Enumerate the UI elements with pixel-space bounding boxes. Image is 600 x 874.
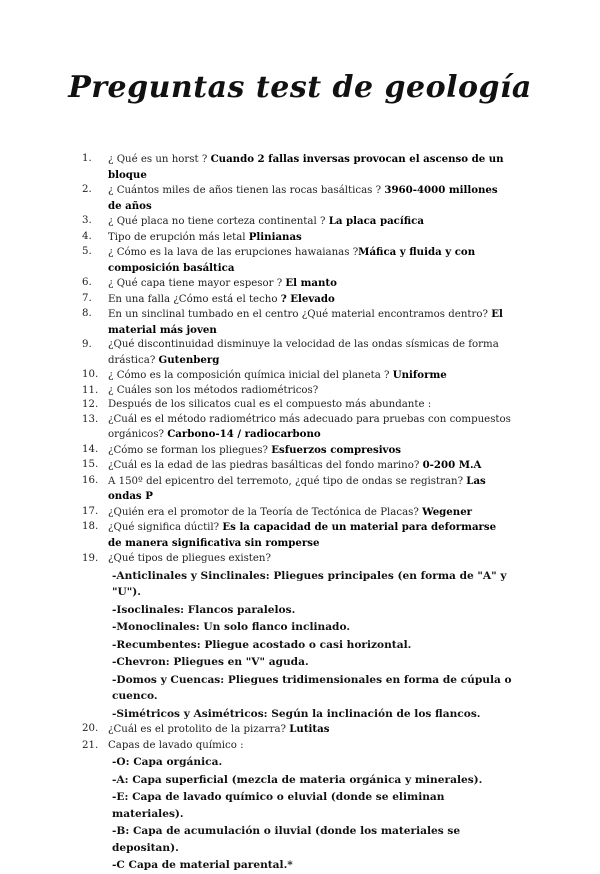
question-number: 12.	[82, 399, 99, 410]
fold-type-item: -Domos y Cuencas: Pliegues tridimensionales en forma de cúpula o cuenco.	[112, 673, 512, 702]
question-number: 17.	[82, 505, 99, 517]
answer-text: 0-200 M.A	[422, 459, 482, 471]
answer-text: Máfica y fluida y con composición basáltica	[108, 246, 476, 274]
list-item	[82, 368, 513, 384]
question-number: 16.	[82, 474, 99, 486]
fold-type-item: -Simétricos y Asimétricos: Según la inclinación de los flancos.	[112, 707, 481, 720]
question-text: ¿ Cuáles son los métodos radiométricos?	[108, 384, 319, 396]
question-text: ¿Cómo se forman los pliegues?	[108, 444, 272, 456]
question-text: En un sinclinal tumbado en el centro ¿Qué material encontramos dentro?	[108, 309, 492, 320]
question-text: ¿ Qué placa no tiene corteza continental ?	[108, 216, 329, 227]
answer-text: Uniforme	[392, 369, 447, 381]
question-text: ¿ Cómo es la lava de las erupciones hawaianas ?	[108, 247, 359, 258]
list-item	[82, 338, 513, 368]
question-number: 6.	[82, 277, 92, 288]
question-number: 21.	[82, 739, 99, 751]
question-number: 7.	[82, 292, 92, 304]
question-number: 2.	[82, 184, 92, 195]
list-item	[82, 443, 513, 459]
fold-type-item: -Chevron: Pliegues en "V" aguda.	[112, 656, 309, 668]
answer-text: ? Elevado	[280, 292, 335, 305]
soil-layer-item: -A: Capa superficial (mezcla de materia orgánica y minerales).	[112, 773, 483, 786]
list-item	[82, 413, 513, 443]
soil-layer-item: -O: Capa orgánica.	[112, 756, 223, 768]
answer-text: Wegener	[422, 505, 473, 518]
list-item	[82, 722, 513, 738]
answer-text: Es la capacidad de un material para deformarse de manera significativa sin romperse	[108, 521, 497, 549]
answer-text: El material más joven	[108, 308, 503, 336]
list-item	[82, 505, 513, 521]
question-number: 1.	[82, 153, 92, 164]
soil-layer-item: -E: Capa de lavado químico o eluvial (donde se eliminan materiales).	[112, 791, 445, 820]
answer-text: Gutenberg	[158, 353, 220, 366]
question-text: En una falla ¿Cómo está el techo	[108, 293, 281, 305]
question-text: A 150º del epicentro del terremoto, ¿qué tipo de ondas se registran?	[108, 475, 467, 487]
question-text: Tipo de erupción más letal	[108, 231, 249, 243]
answer-text: Esfuerzos compresivos	[271, 443, 402, 456]
list-item	[82, 474, 513, 505]
question-number: 19.	[82, 553, 99, 564]
question-text: ¿Cuál es el método radiométrico más adecuado para pruebas con compuestos orgánicos?	[108, 413, 511, 440]
question-number: 15.	[82, 459, 99, 470]
fold-type-item: -Recumbentes: Pliegue acostado o casi horizontal.	[112, 638, 412, 651]
list-item	[82, 458, 513, 474]
question-list	[82, 152, 513, 874]
question-number: 14.	[82, 443, 99, 455]
list-item	[82, 183, 513, 214]
page-title: Preguntas test de geología	[68, 70, 532, 105]
question-number: 18.	[82, 521, 99, 532]
question-text: Capas de lavado químico :	[108, 739, 244, 751]
soil-layer-item: -B: Capa de acumulación o iluvial (donde los materiales se depositan).	[112, 825, 461, 854]
question-text: ¿ Qué es un horst ?	[108, 154, 211, 165]
list-item	[82, 245, 513, 276]
answer-text: Plinianas	[248, 230, 302, 243]
answer-text: Carbono-14 / radiocarbono	[167, 428, 321, 440]
question-text: ¿Qué significa dúctil?	[108, 522, 223, 533]
answer-text: El manto	[285, 277, 337, 289]
list-item	[82, 152, 513, 183]
list-item	[82, 307, 513, 338]
question-number: 5.	[82, 246, 92, 257]
list-item	[82, 230, 513, 246]
question-text: ¿ Cómo es la composición química inicial del planeta ?	[108, 370, 393, 381]
list-item	[82, 214, 513, 230]
answer-text: La placa pacífica	[328, 215, 424, 227]
answer-text: Lutitas	[289, 723, 330, 735]
list-item	[82, 276, 513, 292]
question-text: ¿Qué tipos de pliegues existen?	[108, 553, 271, 564]
question-number: 11.	[82, 384, 99, 396]
question-number: 4.	[82, 230, 92, 242]
question-text: ¿ Qué capa tiene mayor espesor ?	[108, 278, 286, 289]
question-text: ¿ Cuántos miles de años tienen las rocas basálticas ?	[108, 185, 385, 196]
question-number: 10.	[82, 369, 99, 380]
question-text: Después de los silicatos cual es el compuesto más abundante :	[108, 399, 432, 410]
answer-text: 3960-4000 millones de años	[108, 184, 498, 212]
question-number: 3.	[82, 215, 92, 226]
question-text: ¿Cuál es el protolito de la pizarra?	[108, 724, 290, 735]
question-number: 9.	[82, 339, 92, 350]
answer-text: Las ondas P	[108, 474, 486, 502]
question-number: 13.	[82, 413, 99, 425]
question-number: 8.	[82, 308, 92, 319]
list-item	[82, 520, 513, 551]
question-text: ¿Qué discontinuidad disminuye la velocidad de las ondas sísmicas de forma drástica?	[108, 339, 499, 366]
fold-type-item: -Monoclinales: Un solo flanco inclinado.	[112, 621, 351, 633]
fold-type-item: -Anticlinales y Sinclinales: Pliegues principales (en forma de "A" y "U").	[112, 569, 507, 598]
question-number: 20.	[82, 723, 99, 734]
list-item	[82, 551, 513, 722]
list-item	[82, 384, 513, 399]
list-item	[82, 398, 513, 413]
answer-text: Cuando 2 fallas inversas provocan el ascenso de un bloque	[108, 153, 504, 181]
question-text: ¿Cuál es la edad de las piedras basálticas del fondo marino?	[108, 460, 423, 471]
list-item	[82, 738, 513, 874]
fold-type-item: -Isoclinales: Flancos paralelos.	[112, 603, 296, 616]
soil-layer-item: -C Capa de material parental.*	[112, 859, 293, 871]
list-item	[82, 292, 513, 308]
question-text: ¿Quién era el promotor de la Teoría de Tectónica de Placas?	[108, 506, 423, 518]
